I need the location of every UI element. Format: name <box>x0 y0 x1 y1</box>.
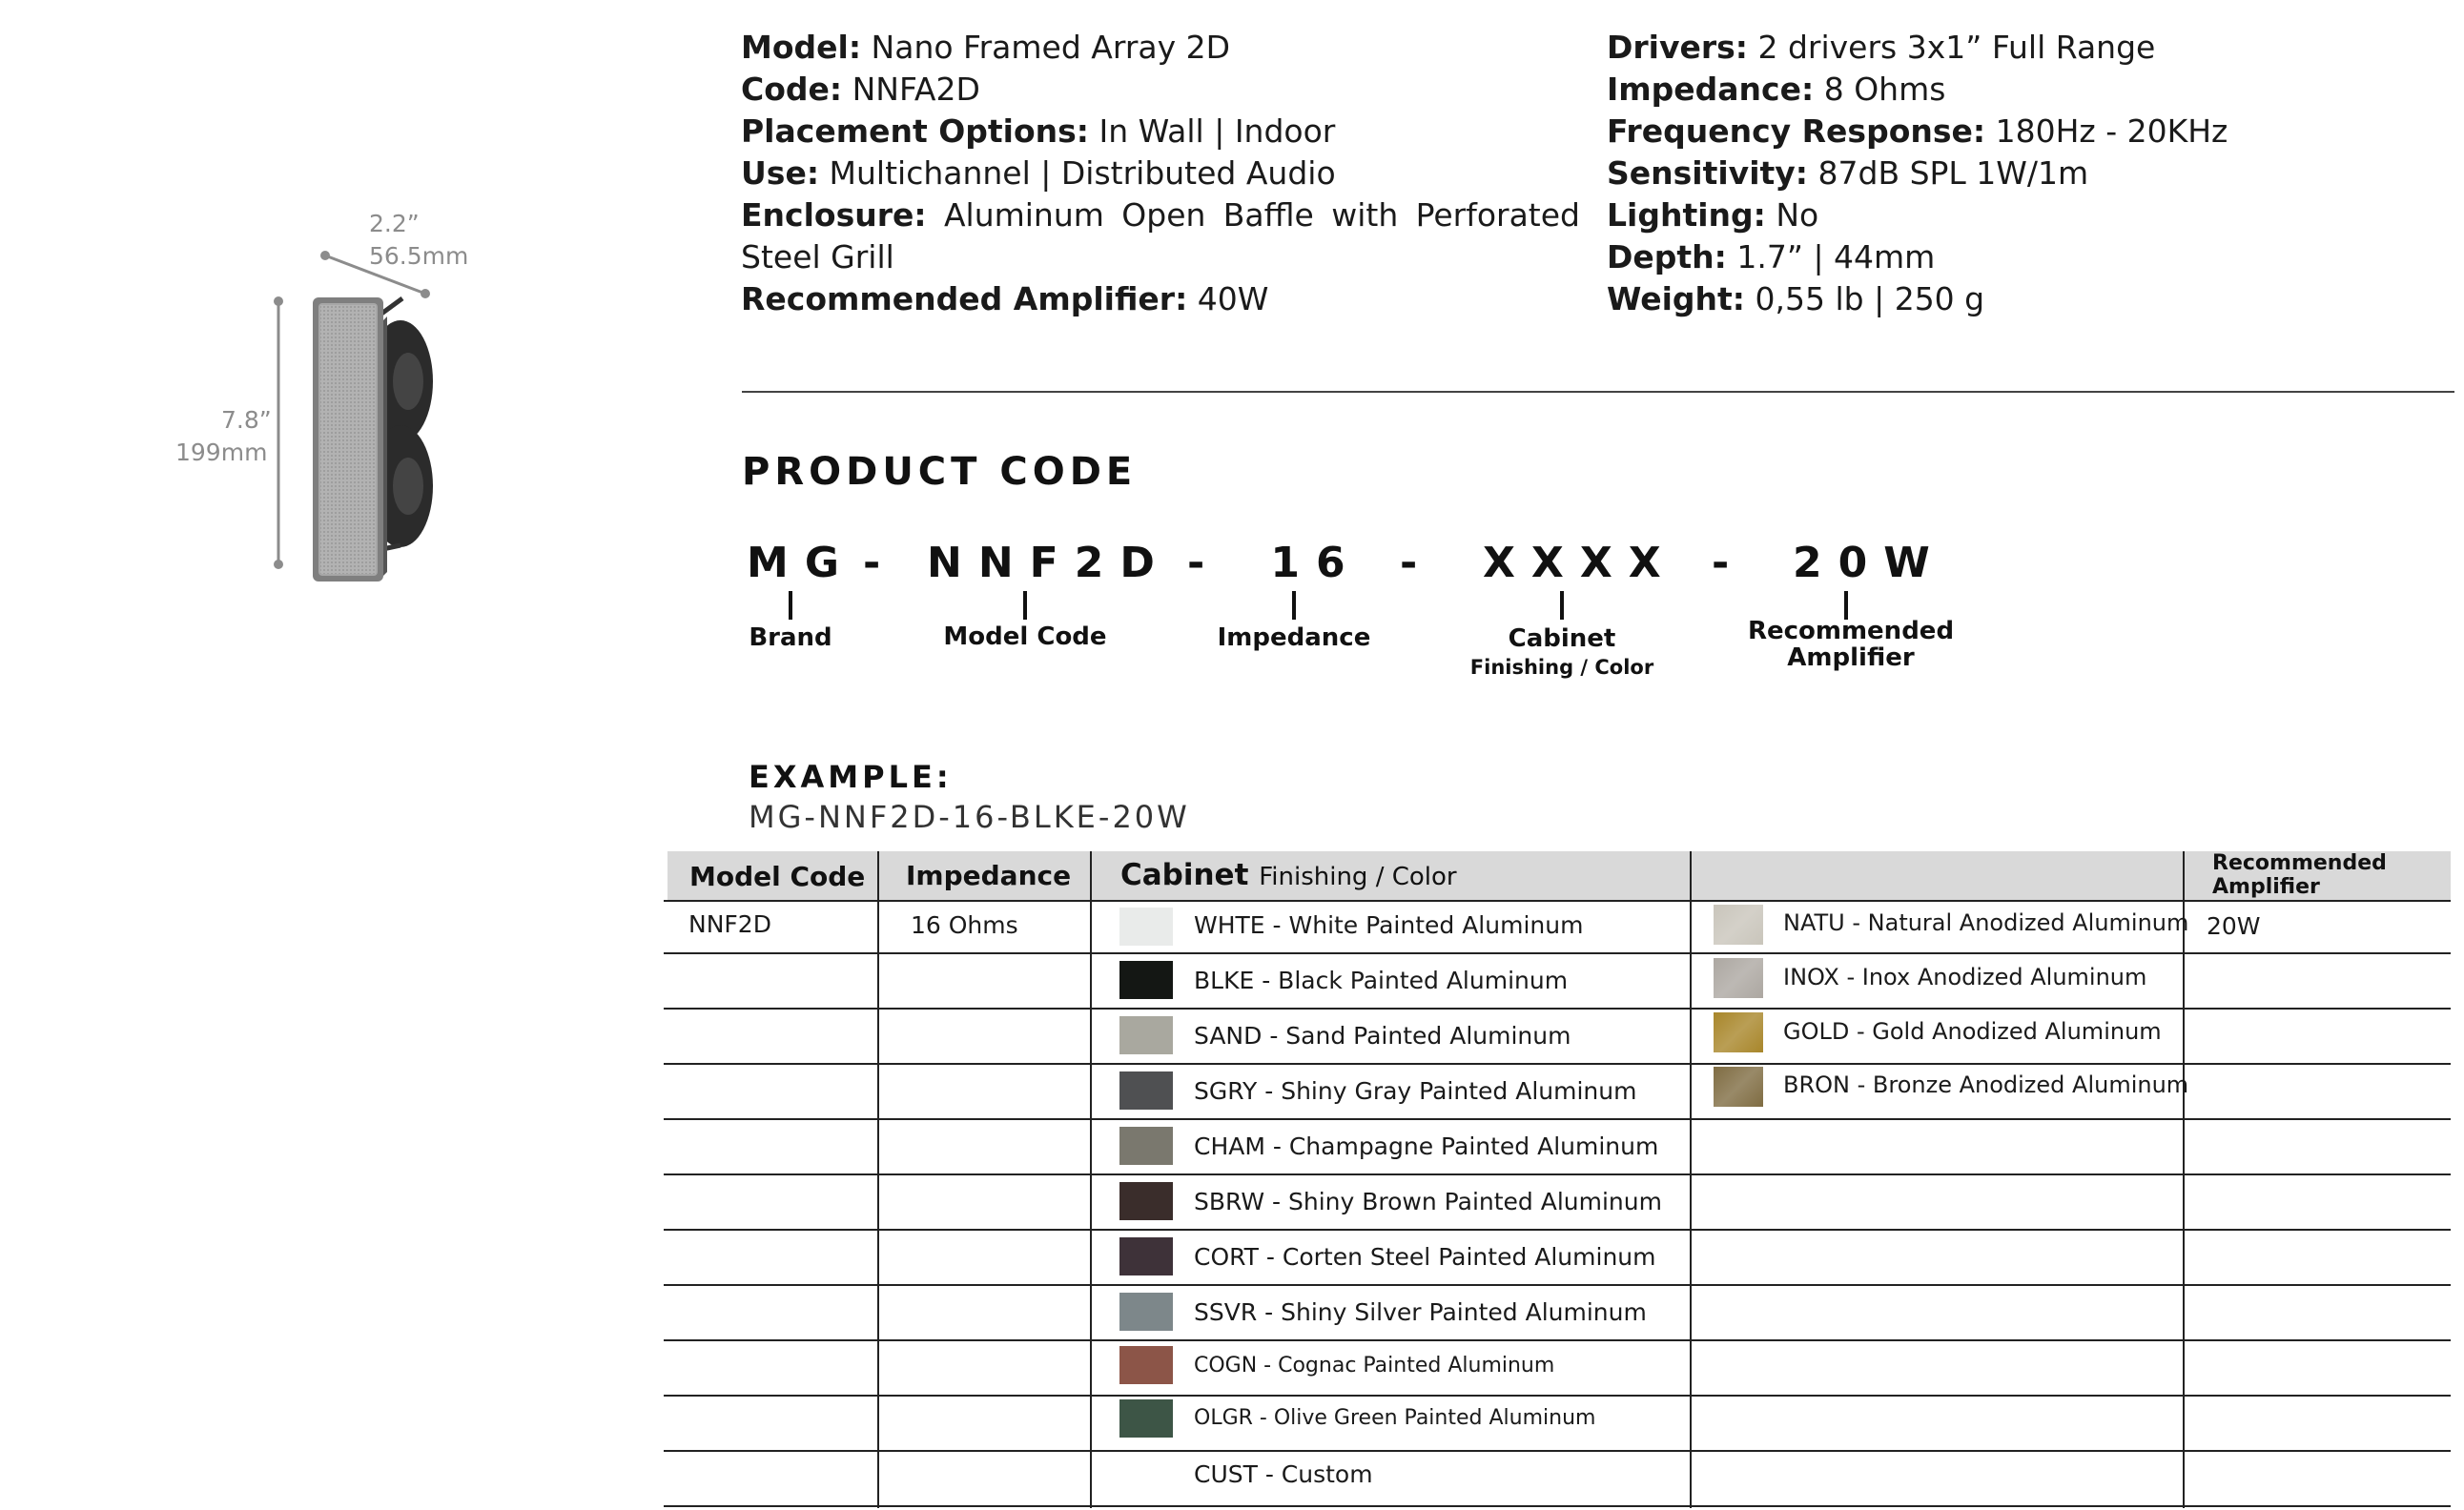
spec-value: Nano Framed Array 2D <box>871 29 1231 66</box>
code-dash: - <box>863 539 881 587</box>
table-column-divider <box>2183 851 2185 1508</box>
table-row-divider <box>664 1008 2451 1010</box>
finish-swatch-ssvr <box>1119 1293 1173 1331</box>
product-drawing <box>162 191 486 629</box>
table-column-divider <box>877 851 879 1508</box>
finish-swatch-inox <box>1714 958 1763 998</box>
spec-value: 87dB SPL 1W/1m <box>1817 154 2089 192</box>
code-tick <box>789 591 792 620</box>
finish-swatch-gold <box>1714 1012 1763 1052</box>
table-row-divider <box>664 1395 2451 1397</box>
height-mm: 199mm <box>175 439 268 466</box>
code-tick <box>1844 591 1848 620</box>
spec-key: Depth: <box>1607 238 1727 275</box>
spec-value: 1.7” | 44mm <box>1736 238 1936 275</box>
spec-model <box>741 27 1580 69</box>
finish-label-inox: INOX - Inox Anodized Aluminum <box>1783 964 2147 990</box>
header-impedance: Impedance <box>906 860 1072 891</box>
spec-key: Placement Options: <box>741 112 1089 150</box>
spec-depth <box>1607 236 2427 278</box>
code-sublabel-cabinet: Finishing / Color <box>1469 656 1654 679</box>
finish-label-cort: CORT - Corten Steel Painted Aluminum <box>1194 1243 1656 1271</box>
example-title: EXAMPLE: <box>749 759 953 795</box>
spec-value: 180Hz - 20KHz <box>1995 112 2228 150</box>
spec-lighting <box>1607 194 2427 236</box>
code-label-amplifier: Recommended Amplifier <box>1747 617 1955 672</box>
finish-swatch-cham <box>1119 1127 1173 1165</box>
specs-right <box>1607 27 2427 320</box>
table-row-divider <box>664 1063 2451 1065</box>
spec-value: 40W <box>1197 280 1269 317</box>
finish-label-sgry: SGRY - Shiny Gray Painted Aluminum <box>1194 1077 1637 1105</box>
finish-swatch-sand <box>1119 1016 1173 1054</box>
cell-model-code: NNF2D <box>688 910 771 938</box>
spec-key: Recommended Amplifier: <box>741 280 1188 317</box>
code-tick <box>1292 591 1296 620</box>
code-dash: - <box>1712 539 1730 587</box>
table-row-divider <box>664 1229 2451 1231</box>
height-inches: 7.8” <box>221 406 272 434</box>
spec-key: Frequency Response: <box>1607 112 1986 150</box>
code-label-impedance: Impedance <box>1217 623 1371 652</box>
spec-key: Weight: <box>1607 280 1746 317</box>
finish-swatch-olgr <box>1119 1399 1173 1438</box>
finish-label-natu: NATU - Natural Anodized Aluminum <box>1783 909 2189 936</box>
specs-left <box>741 27 1580 320</box>
finish-label-bron: BRON - Bronze Anodized Aluminum <box>1783 1071 2189 1098</box>
code-label-cabinet: Cabinet <box>1508 624 1616 653</box>
code-dash: - <box>1187 539 1205 587</box>
finish-swatch-natu <box>1714 905 1763 945</box>
code-segment-cabinet: XXXX <box>1483 539 1677 587</box>
spec-placement <box>741 111 1580 153</box>
code-segment-model: NNF2D <box>927 539 1171 587</box>
spec-value: Aluminum Open Baffle with Perforated Steel Grill <box>741 196 1580 275</box>
cell-amplifier: 20W <box>2207 912 2261 940</box>
finish-swatch-bron <box>1714 1067 1763 1107</box>
table-row-divider <box>664 1450 2451 1452</box>
spec-key: Model: <box>741 29 862 66</box>
spec-value: NNFA2D <box>852 71 980 108</box>
spec-value: 2 drivers 3x1” Full Range <box>1757 29 2156 66</box>
table-row-divider <box>664 900 2451 902</box>
table-row-divider <box>664 1505 2451 1507</box>
finish-label-sbrw: SBRW - Shiny Brown Painted Aluminum <box>1194 1188 1662 1215</box>
finish-label-gold: GOLD - Gold Anodized Aluminum <box>1783 1018 2162 1045</box>
finish-swatch-sbrw <box>1119 1182 1173 1220</box>
finish-label-cust: CUST - Custom <box>1194 1460 1373 1488</box>
spec-key: Impedance: <box>1607 71 1815 108</box>
spec-enclosure <box>741 194 1580 278</box>
product-code-title: PRODUCT CODE <box>742 450 1138 494</box>
spec-key: Sensitivity: <box>1607 154 1808 192</box>
spec-sensitivity <box>1607 153 2427 194</box>
spec-code <box>741 69 1580 111</box>
finish-label-ssvr: SSVR - Shiny Silver Painted Aluminum <box>1194 1298 1647 1326</box>
spec-key: Code: <box>741 71 843 108</box>
example-value: MG-NNF2D-16-BLKE-20W <box>749 799 1190 835</box>
finish-swatch-cogn <box>1119 1346 1173 1384</box>
spec-use <box>741 153 1580 194</box>
spec-key: Enclosure: <box>741 196 927 234</box>
header-cabinet-rest: Finishing / Color <box>1259 863 1457 891</box>
spec-frequency <box>1607 111 2427 153</box>
code-tick <box>1560 591 1564 620</box>
table-column-divider <box>1090 851 1092 1508</box>
spec-value: Multichannel | Distributed Audio <box>829 154 1336 192</box>
finish-label-sand: SAND - Sand Painted Aluminum <box>1194 1022 1571 1050</box>
table-column-divider <box>1690 851 1692 1508</box>
header-cabinet-bold: Cabinet <box>1120 858 1249 892</box>
spec-value: In Wall | Indoor <box>1099 112 1336 150</box>
table-row-divider <box>664 1284 2451 1286</box>
section-divider <box>742 391 2454 393</box>
finish-label-cham: CHAM - Champagne Painted Aluminum <box>1194 1132 1659 1160</box>
finish-swatch-blke <box>1119 961 1173 999</box>
spec-amplifier <box>741 278 1580 320</box>
finish-label-cogn: COGN - Cognac Painted Aluminum <box>1194 1354 1555 1377</box>
header-model-code: Model Code <box>689 861 866 892</box>
spec-value: No <box>1776 196 1819 234</box>
spec-key: Drivers: <box>1607 29 1748 66</box>
code-label-brand: Brand <box>749 623 832 652</box>
finish-label-olgr: OLGR - Olive Green Painted Aluminum <box>1194 1406 1596 1430</box>
width-mm: 56.5mm <box>369 242 469 270</box>
table-row-divider <box>664 1118 2451 1120</box>
finish-swatch-sgry <box>1119 1071 1173 1110</box>
spec-weight <box>1607 278 2427 320</box>
code-tick <box>1023 591 1027 620</box>
cell-impedance: 16 Ohms <box>911 911 1018 939</box>
code-segment-amplifier: 20W <box>1793 539 1946 587</box>
spec-value: 0,55 lb | 250 g <box>1755 280 1985 317</box>
width-inches: 2.2” <box>369 210 420 237</box>
spec-key: Use: <box>741 154 820 192</box>
finish-swatch-cort <box>1119 1237 1173 1275</box>
finish-swatch-whte <box>1119 908 1173 946</box>
spec-drivers <box>1607 27 2427 69</box>
spec-impedance <box>1607 69 2427 111</box>
code-segment-brand: MG <box>747 539 855 587</box>
code-label-model: Model Code <box>943 622 1107 651</box>
table-row-divider <box>664 1339 2451 1341</box>
code-segment-impedance: 16 <box>1270 539 1362 587</box>
finish-label-whte: WHTE - White Painted Aluminum <box>1194 911 1584 939</box>
header-cabinet <box>1120 858 1457 892</box>
code-dash: - <box>1400 539 1418 587</box>
table-row-divider <box>664 952 2451 954</box>
header-amplifier: Recommended Amplifier <box>2212 851 2387 899</box>
finish-label-blke: BLKE - Black Painted Aluminum <box>1194 967 1569 994</box>
table-row-divider <box>664 1173 2451 1175</box>
spec-key: Lighting: <box>1607 196 1766 234</box>
spec-value: 8 Ohms <box>1823 71 1946 108</box>
